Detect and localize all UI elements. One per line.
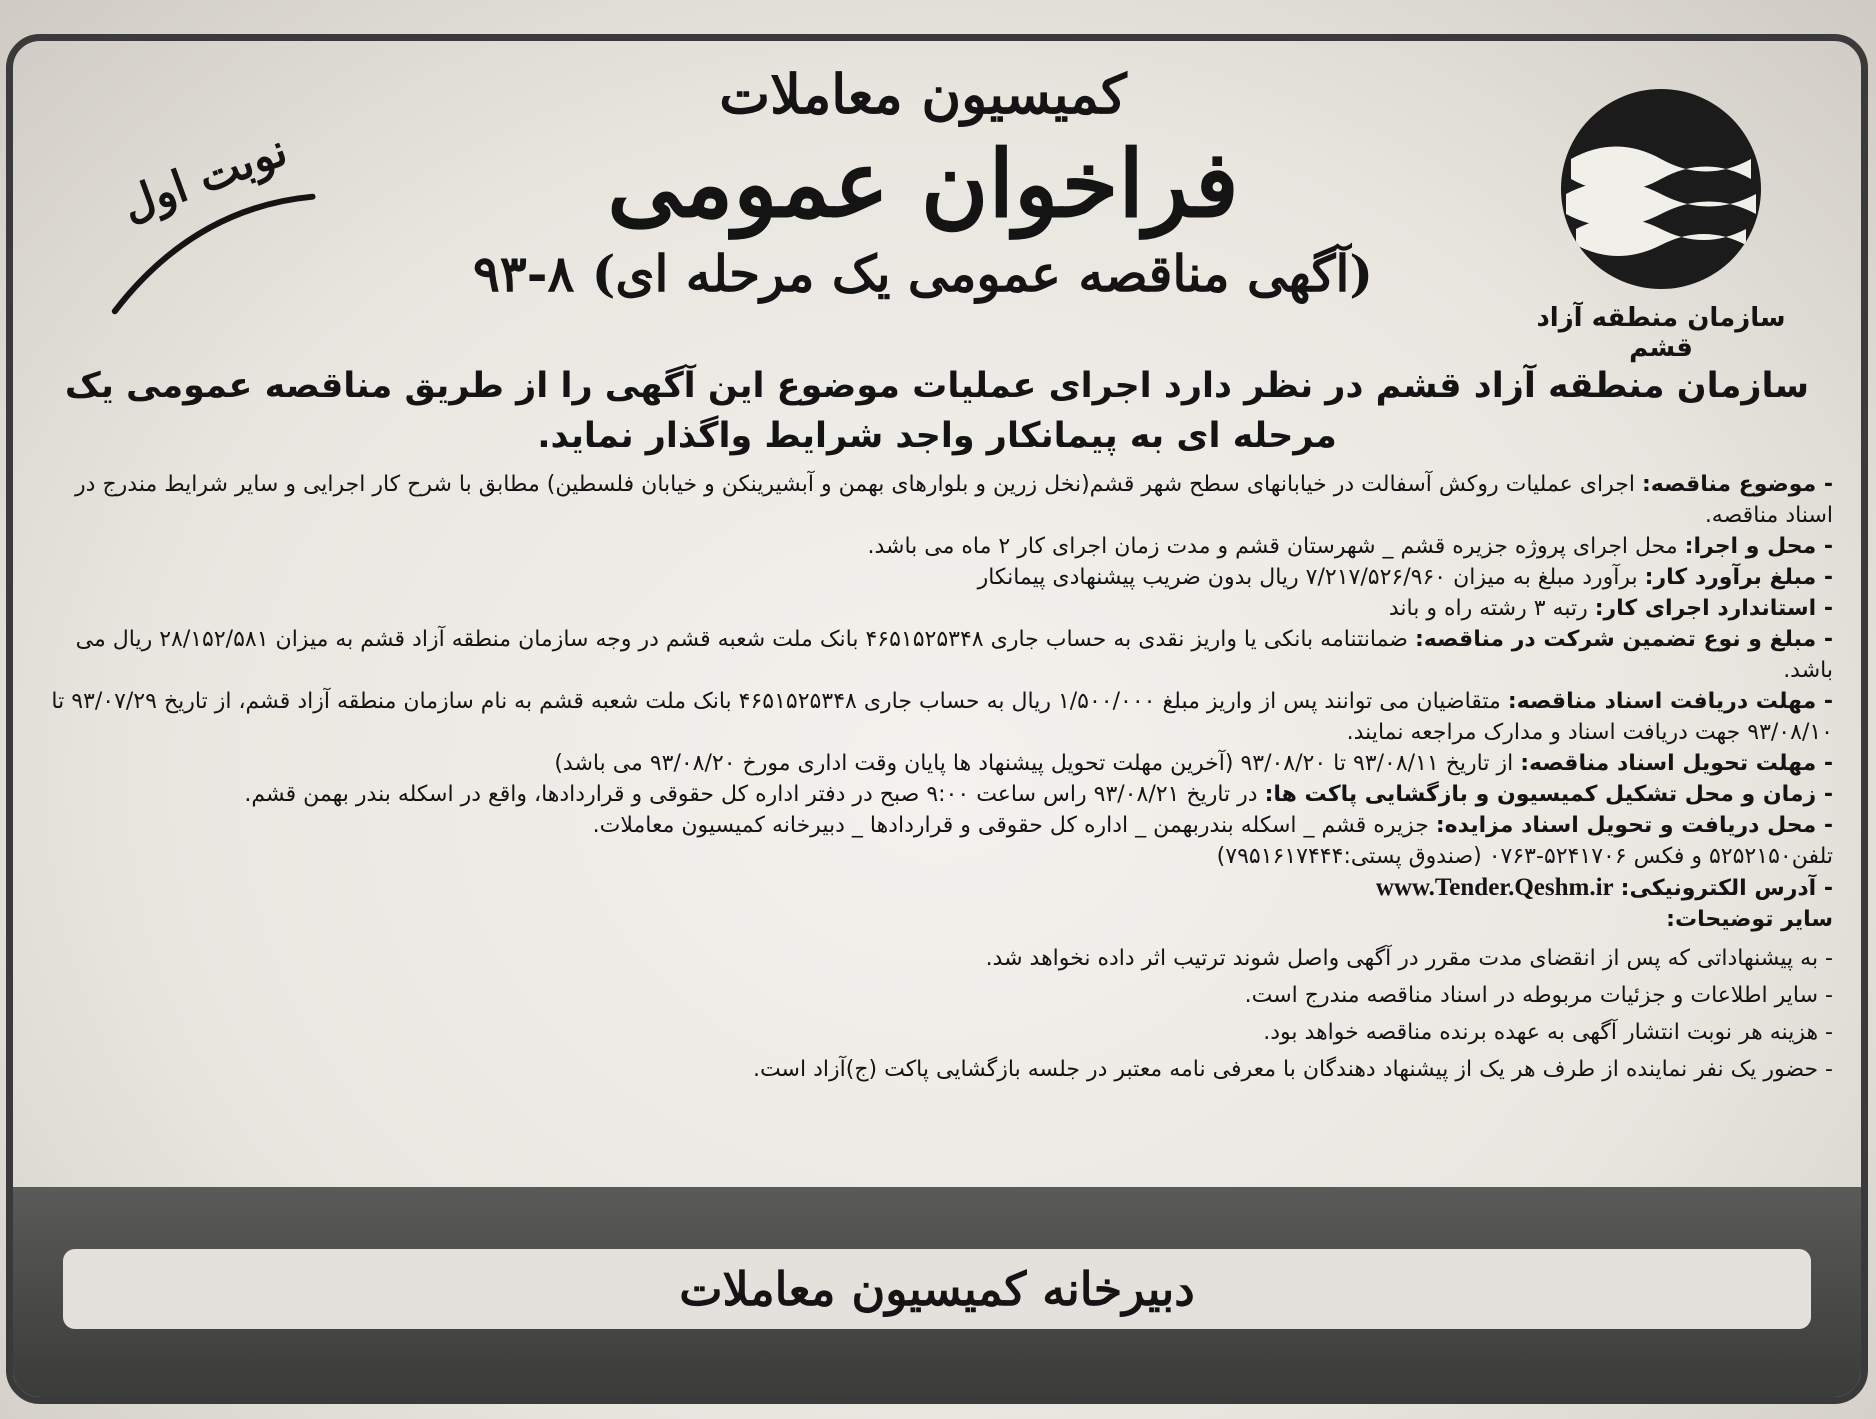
website-link[interactable]: www.Tender.Qeshm.ir	[1375, 874, 1614, 901]
main-title: فراخوان عمومی	[607, 130, 1239, 238]
detail-location: - محل و اجرا: محل اجرای پروژه جزیره قشم _ شهرستان قشم و مدت زمان اجرای کار ۲ ماه می باشد.	[867, 534, 1833, 559]
title-block	[433, 59, 1413, 309]
org-name: سازمان منطقه آزاد قشم	[1536, 303, 1786, 363]
notes-title: سایر توضیحات:	[1666, 907, 1833, 932]
detail-address: - محل دریافت و تحویل اسناد مزایده: جزیره قشم _ اسکله بندربهمن _ اداره کل حقوقی و قراردادها _ دبیرخانه کمیسیون معاملات.	[592, 813, 1833, 838]
footer-band	[63, 1249, 1811, 1329]
detail-standard: - استاندارد اجرای کار: رتبه ۳ رشته راه و باند	[1388, 596, 1833, 621]
round-badge	[74, 110, 353, 293]
footer-title: دبیرخانه کمیسیون معاملات	[679, 1262, 1195, 1316]
note-item: - هزینه هر نوبت انتشار آگهی به عهده برنده مناقصه خواهد بود.	[1263, 1020, 1833, 1045]
header	[13, 41, 1861, 361]
note-item: - سایر اطلاعات و جزئیات مربوطه در اسناد مناقصه مندرج است.	[1244, 983, 1833, 1008]
notes-list	[41, 943, 1833, 1085]
tender-subtitle: (آگهی مناقصه عمومی یک مرحله ای) ۸-۹۳	[472, 244, 1374, 303]
detail-subject: - موضوع مناقصه: اجرای عملیات روکش آسفالت در خیابانهای سطح شهر قشم(نخل زرین و بلوارهای بهمن و آبشیرینکن و خیابان فلسطین) مطابق با شرح کار اجرایی و سایر شرایط مندرج در اسناد مناقصه.	[75, 472, 1833, 528]
wave-logo-icon	[1561, 89, 1761, 289]
detail-opening: - زمان و محل تشکیل کمیسیون و بازگشایی پاکت ها: در تاریخ ۹۳/۰۸/۲۱ راس ساعت ۹:۰۰ صبح در دفتر اداره کل حقوقی و قراردادها، واقع در اسکله بندر بهمن قشم.	[244, 782, 1833, 807]
detail-estimate: - مبلغ برآورد کار: برآورد مبلغ به میزان ۷/۲۱۷/۵۲۶/۹۶۰ ریال بدون ضریب پیشنهادی پیمانکار	[977, 565, 1833, 590]
note-item: - حضور یک نفر نماینده از طرف هر یک از پیشنهاد دهندگان با معرفی نامه معتبر در جلسه بازگشایی پاکت (ج)آزاد است.	[752, 1057, 1833, 1082]
commission-title: کمیسیون معاملات	[719, 62, 1127, 126]
detail-document-receipt: - مهلت دریافت اسناد مناقصه: متقاضیان می توانند پس از واریز مبلغ ۱/۵۰۰/۰۰۰ ریال به حساب جاری ۴۶۵۱۵۲۵۳۴۸ بانک ملت شعبه قشم به نام سازمان منطقه آزاد قشم، از تاریخ ۹۳/۰۷/۲۹ تا ۹۳/۰۸/۱۰ جهت دریافت اسناد و مدارک مراجعه نمایند.	[51, 689, 1833, 745]
logo-block	[1531, 89, 1791, 363]
tender-details	[41, 469, 1833, 1091]
round-label: نوبت اول	[115, 124, 294, 232]
footer	[13, 1187, 1861, 1397]
ad-frame	[6, 34, 1868, 1404]
detail-document-delivery: - مهلت تحویل اسناد مناقصه: از تاریخ ۹۳/۰۸/۱۱ تا ۹۳/۰۸/۲۰ (آخرین مهلت تحویل پیشنهاد ها پایان وقت اداری مورخ ۹۳/۰۸/۲۰ می باشد)	[554, 751, 1833, 776]
note-item: - به پیشنهاداتی که پس از انقضای مدت مقرر در آگهی واصل شوند ترتیب اثر داده نخواهد شد.	[985, 946, 1833, 971]
website-line: - آدرس الکترونیکی: www.Tender.Qeshm.ir	[1375, 874, 1833, 901]
detail-guarantee: - مبلغ و نوع تضمین شرکت در مناقصه: ضمانتنامه بانکی یا واریز نقدی به حساب جاری ۴۶۵۱۵۲۵۳۴۸ بانک ملت شعبه قشم در وجه سازمان منطقه آزاد قشم به میزان ۲۸/۱۵۲/۵۸۱ ریال می باشد.	[75, 627, 1833, 683]
contact-line: تلفن۵۲۵۲۱۵۰ و فکس ۵۲۴۱۷۰۶-۰۷۶۳ (صندوق پستی:۷۹۵۱۶۱۷۴۴۴)	[1216, 844, 1833, 869]
intro-paragraph: سازمان منطقه آزاد قشم در نظر دارد اجرای عملیات موضوع این آگهی را از طریق مناقصه عمومی یک مرحله ای به پیمانکار واجد شرایط واگذار نماید.	[64, 366, 1810, 456]
